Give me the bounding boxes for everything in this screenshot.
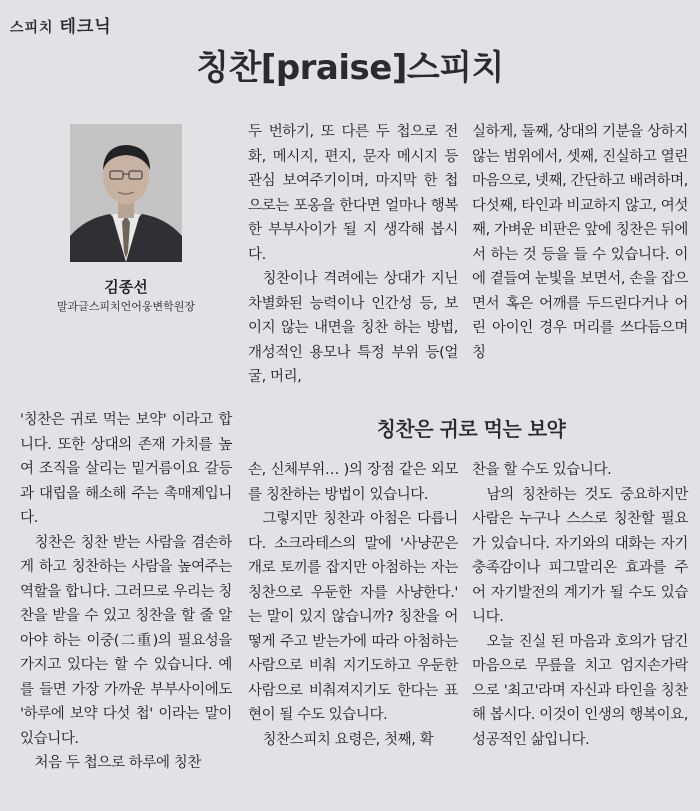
- paragraph: 칭찬스피치 요령은, 첫째, 확: [262, 731, 434, 748]
- paragraph: 남의 칭찬하는 것도 중요하지만 사람은 누구나 스스로 칭찬할 필요가 있습니다. 자기와의 대화는 자기 충족감이나 피그말리온 효과를 주어 자기발전의 계기가 될 수도 있습니다.: [472, 486, 688, 625]
- section-subheading: 칭찬은 귀로 먹는 보약: [376, 417, 566, 441]
- column-middle-top: [248, 120, 458, 390]
- column-right-top: [472, 120, 688, 365]
- author-photo: [70, 124, 182, 262]
- column-left: [20, 408, 232, 776]
- author-portrait-image: [70, 124, 182, 262]
- paragraph: 칭찬이나 격려에는 상대가 지닌 차별화된 능력이나 인간성 등, 보이지 않는 내면을 칭찬 하는 방법, 개성적인 용모나 특정 부위 등(얼굴, 머리,: [248, 271, 458, 385]
- paragraph: 오늘 진실 된 마음과 호의가 담긴 마음으로 무릎을 치고 엄지손가락으로 '최고'라며 자신과 타인을 칭찬해 봅시다. 이것이 인생의 행복이요, 성공적인 삶입니다.: [472, 633, 688, 748]
- paragraph: '칭찬은 귀로 먹는 보약' 이라고 합니다. 또한 상대의 존재 가치를 높여 조직을 살리는 밑거름이요 갈등과 대립을 해소해 주는 촉매제입니다.: [20, 412, 232, 526]
- series-label: [10, 12, 112, 37]
- paragraph: 실하게, 둘째, 상대의 기분을 상하지 않는 범위에서, 셋째, 진실하고 열린 마음으로, 넷째, 간단하고 배려하며, 다섯째, 타인과 비교하지 않고, 여섯째, 가벼운 비판은 앞에 칭찬은 뒤에서 하는 것 등을 들 수 있습니다. 이에 곁들여 눈빛을 보면서, 손을 잡으면서 혹은 어깨를 두드린다거나 어린 아이인 경우 머리를 쓰다듬으며 칭: [472, 124, 688, 361]
- paragraph: 손, 신체부위… )의 장점 같은 외모를 칭찬하는 방법이 있습니다.: [248, 462, 458, 503]
- paragraph: 처음 두 첩으로 하루에 칭찬: [34, 755, 202, 771]
- paragraph: 두 번하기, 또 다른 두 첩으로 전화, 메시지, 편지, 문자 메시지 등 관심 보여주기이며, 마지막 한 첩으로는 포옹을 한다면 얼마나 행복한 부부사이가 될 지 생각해 봅시다.: [248, 124, 458, 263]
- column-middle-bottom: [248, 458, 458, 752]
- paragraph: 그렇지만 칭찬과 아첨은 다릅니다. 소크라테스의 말에 '사냥꾼은 개로 토끼를 잡지만 아첨하는 자는 칭찬으로 우둔한 자를 사냥한다.' 는 말이 있지 않습니까? 칭찬을 어떻게 주고 받는가에 따라 아첨하는 사람으로 비춰 지기도하고 우둔한 사람으로 비춰져지기도 한다는 표현이 될 수도 있습니다.: [248, 511, 458, 723]
- series-label-speech: 스피치: [10, 20, 54, 36]
- author-name: 김종선: [104, 278, 148, 296]
- article-title: 칭찬[praise]스피치: [196, 48, 504, 88]
- paragraph: 칭찬은 칭찬 받는 사람을 겸손하게 하고 칭찬하는 사람을 높여주는 역할을 합니다. 그러므로 우리는 칭찬을 받을 수 있고 칭찬을 할 줄 알아야 하는 이중(二重)의 필요성을 가지고 있다는 할 수 있습니다. 예를 들면 가장 가까운 부부사이에도 '하루에 보약 다섯 첩' 이라는 말이 있습니다.: [20, 534, 232, 747]
- column-right-bottom: [472, 458, 688, 752]
- series-label-technique: 테크닉: [59, 17, 112, 37]
- author-affiliation: 말과글스피치언어웅변학원장: [56, 300, 196, 313]
- paragraph: 찬을 할 수도 있습니다.: [472, 462, 612, 478]
